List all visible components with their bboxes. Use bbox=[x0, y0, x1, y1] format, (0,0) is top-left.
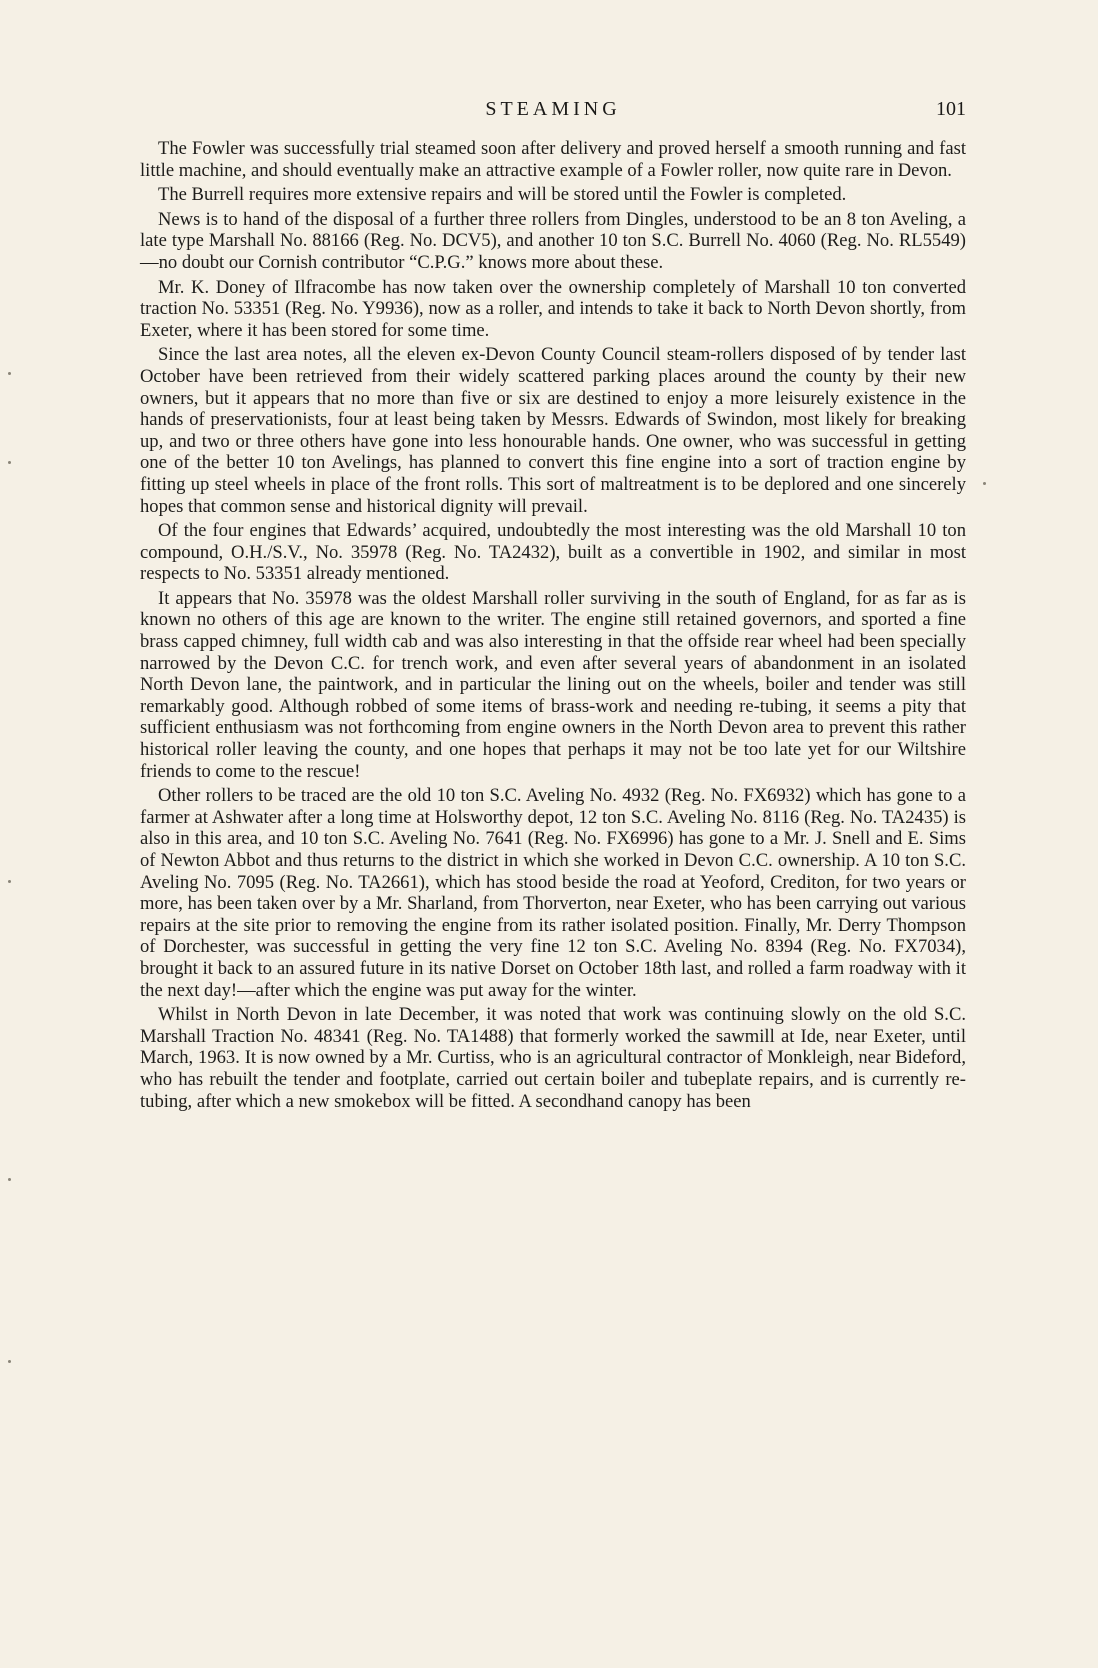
paragraph-dingles-rollers: News is to hand of the disposal of a further three rollers from Dingles, understood to be an 8 ton Aveling, a late type Marshall No. 88166 (Reg. No. DCV5), and another 10 ton S.C. Burrell No. 4060 (Reg. No. RL5549)—no doubt our Cornish contributor “C.P.G.” knows more about these. bbox=[140, 208, 966, 273]
margin-speck bbox=[8, 372, 11, 375]
paragraph-marshall-35978: It appears that No. 35978 was the oldest Marshall roller surviving in the south of England, for as far as is known no others of this age are known to the writer. The engine still retained governors, and sported a fine brass capped chimney, full width cab and was also interesting in that the offside rear wheel had been specially narrowed by the Devon C.C. for trench work, and even after several years of abandonment in an isolated North Devon lane, the paintwork, and in particular the lining out on the wheels, boiler and tender was still remarkably good. Although robbed of some items of brass-work and needing re-tubing, it seems a pity that sufficient enthusiasm was not forthcoming from engine owners in the North Devon area to prevent this rather historical roller leaving the county, and one hopes that perhaps it may not be too late yet for our Wiltshire friends to come to the rescue! bbox=[140, 587, 966, 782]
page-header bbox=[140, 98, 966, 128]
margin-speck bbox=[8, 461, 11, 464]
paragraph-county-council-rollers: Since the last area notes, all the eleven ex-Devon County Council steam-rollers disposed of by tender last October have been retrieved from their widely scattered parking places around the county by their new owners, but it appears that no more than five or six are destined to enjoy a more leisurely existence in the hands of preservationists, four at least being taken by Messrs. Edwards of Swindon, most likely for breaking up, and two or three others have gone into less honourable hands. One owner, who was successful in getting one of the better 10 ton Avelings, has planned to convert this fine engine into a sort of traction engine by fitting up steel wheels in place of the front rolls. This sort of maltreatment is to be deplored and one sincerely hopes that common sense and historical dignity will prevail. bbox=[140, 344, 966, 517]
margin-speck bbox=[8, 1178, 11, 1181]
running-title: STEAMING bbox=[485, 98, 621, 120]
paragraph-burrell-repairs: The Burrell requires more extensive repairs and will be stored until the Fowler is completed. bbox=[158, 184, 847, 206]
margin-speck bbox=[8, 1360, 11, 1363]
paragraph-other-rollers: Other rollers to be traced are the old 10 ton S.C. Aveling No. 4932 (Reg. No. FX6932) which has gone to a farmer at Ashwater after a long time at Holsworthy depot, 12 ton S.C. Aveling No. 8116 (Reg. No. TA2435) is also in this area, and 10 ton S.C. Aveling No. 7641 (Reg. No. FX6996) has gone to a Mr. J. Snell and E. Sims of Newton Abbot and thus returns to the district in which she worked in Devon C.C. ownership. A 10 ton S.C. Aveling No. 7095 (Reg. No. TA2661), which has stood beside the road at Yeoford, Crediton, for two years or more, has been taken over by a Mr. Sharland, from Thorverton, near Exeter, who has been carrying out various repairs at the site prior to removing the engine from its rather isolated position. Finally, Mr. Derry Thompson of Dorchester, was successful in getting the very fine 12 ton S.C. Aveling No. 8394 (Reg. No. FX7034), brought it back to an assured future in its native Dorset on October 18th last, and rolled a farm roadway with it the next day!—after which the engine was put away for the winter. bbox=[140, 785, 966, 1001]
article-body bbox=[140, 138, 966, 1115]
margin-speck bbox=[8, 880, 11, 883]
paragraph-edwards-engines: Of the four engines that Edwards’ acquired, undoubtedly the most interesting was the old Marshall 10 ton compound, O.H./S.V., No. 35978 (Reg. No. TA2432), built as a convertible in 1902, and similar in most respects to No. 53351 already mentioned. bbox=[140, 520, 966, 585]
margin-speck bbox=[983, 482, 986, 485]
paragraph-doney-marshall: Mr. K. Doney of Ilfracombe has now taken over the ownership completely of Marshall 10 ton converted traction No. 53351 (Reg. No. Y9936), now as a roller, and intends to take it back to North Devon shortly, from Exeter, where it has been stored for some time. bbox=[140, 276, 966, 341]
paragraph-north-devon-traction: Whilst in North Devon in late December, it was noted that work was continuing slowly on the old S.C. Marshall Traction No. 48341 (Reg. No. TA1488) that formerly worked the sawmill at Ide, near Exeter, until March, 1963. It is now owned by a Mr. Curtiss, who is an agricultural contractor of Monkleigh, near Bideford, who has rebuilt the tender and footplate, carried out certain boiler and tubeplate repairs, and is currently re-tubing, after which a new smokebox will be fitted. A secondhand canopy has been bbox=[140, 1004, 966, 1112]
paragraph-fowler-trial: The Fowler was successfully trial steamed soon after delivery and proved herself a smooth running and fast little machine, and should eventually make an attractive example of a Fowler roller, now quite rare in Devon. bbox=[140, 138, 966, 181]
page-number: 101 bbox=[936, 98, 966, 120]
